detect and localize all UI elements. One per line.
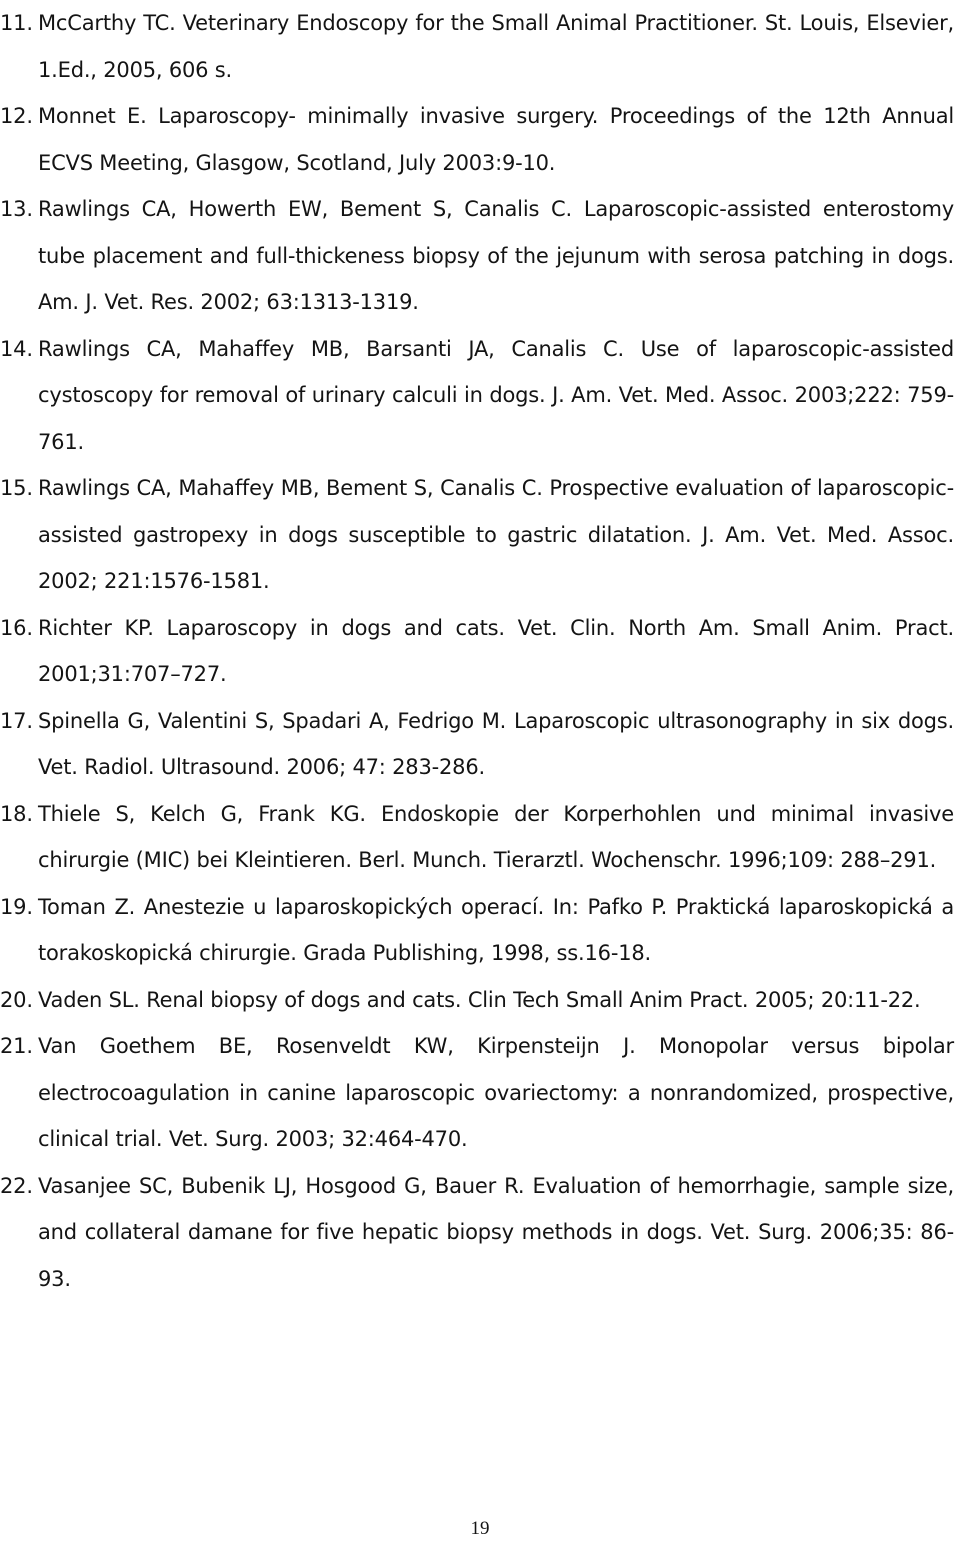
reference-number: 16. [0, 615, 33, 640]
reference-text: Richter KP. Laparoscopy in dogs and cats. Vet. Clin. North Am. Small Anim. Pract. 2001;31:707–727. [38, 615, 954, 686]
reference-number: 14. [0, 336, 33, 361]
reference-item [0, 1023, 960, 1163]
reference-text: Van Goethem BE, Rosenveldt KW, Kirpensteijn J. Monopolar versus bipolar electrocoagulation in canine laparoscopic ovariectomy: a nonrandomized, prospective, clinical trial. Vet. Surg. 2003; 32:464-470. [38, 1034, 954, 1151]
reference-text: Rawlings CA, Mahaffey MB, Barsanti JA, Canalis C. Use of laparoscopic-assisted cystoscopy for removal of urinary calculi in dogs. J. Am. Vet. Med. Assoc. 2003;222: 759-761. [38, 336, 954, 454]
reference-text: McCarthy TC. Veterinary Endoscopy for the Small Animal Practitioner. St. Louis, Elsevier, 1.Ed., 2005, 606 s. [38, 11, 954, 82]
reference-item [0, 326, 960, 466]
reference-text: Monnet E. Laparoscopy- minimally invasive surgery. Proceedings of the 12th Annual ECVS Meeting, Glasgow, Scotland, July 2003:9-10. [38, 104, 954, 175]
reference-number: 12. [0, 104, 33, 128]
reference-item [0, 605, 960, 698]
reference-number: 17. [0, 708, 33, 733]
reference-text: Thiele S, Kelch G, Frank KG. Endoskopie der Korperhohlen und minimal invasive chirurgie (MIC) bei Kleintieren. Berl. Munch. Tierarztl. Wochenschr. 1996;109: 288–291. [38, 801, 954, 872]
reference-text: Vasanjee SC, Bubenik LJ, Hosgood G, Bauer R. Evaluation of hemorrhagie, sample size, and collateral damane for five hepatic biopsy methods in dogs. Vet. Surg. 2006;35: 86-93. [38, 1173, 954, 1291]
reference-text: Rawlings CA, Mahaffey MB, Bement S, Canalis C. Prospective evaluation of laparoscopic-assisted gastropexy in dogs susceptible to gastric dilatation. J. Am. Vet. Med. Assoc. 2002; 221:1576-1581. [38, 476, 954, 593]
reference-text: Spinella G, Valentini S, Spadari A, Fedrigo M. Laparoscopic ultrasonography in six dogs. Vet. Radiol. Ultrasound. 2006; 47: 283-286. [38, 708, 954, 779]
reference-item [0, 698, 960, 791]
reference-item [0, 884, 960, 977]
reference-text: Rawlings CA, Howerth EW, Bement S, Canalis C. Laparoscopic-assisted enterostomy tube placement and full-thickeness biopsy of the jejunum with serosa patching in dogs. Am. J. Vet. Res. 2002; 63:1313-1319. [38, 197, 954, 314]
reference-item [0, 791, 960, 884]
reference-item [0, 465, 960, 605]
reference-item [0, 186, 960, 326]
reference-item [0, 1163, 960, 1303]
reference-number: 22. [0, 1173, 33, 1198]
reference-item [0, 0, 960, 93]
reference-number: 21. [0, 1034, 33, 1058]
reference-number: 20. [0, 987, 33, 1012]
reference-number: 19. [0, 894, 33, 919]
reference-text: Toman Z. Anestezie u laparoskopických operací. In: Pafko P. Praktická laparoskopická a torakoskopická chirurgie. Grada Publishing, 1998, ss.16-18. [38, 894, 954, 965]
reference-number: 13. [0, 197, 33, 221]
reference-number: 11. [0, 11, 33, 35]
reference-number: 18. [0, 801, 33, 826]
page-number: 19 [470, 1518, 490, 1539]
reference-item [0, 93, 960, 186]
reference-item [0, 977, 960, 1024]
reference-number: 15. [0, 476, 33, 500]
reference-text: Vaden SL. Renal biopsy of dogs and cats. Clin Tech Small Anim Pract. 2005; 20:11-22. [38, 987, 921, 1012]
